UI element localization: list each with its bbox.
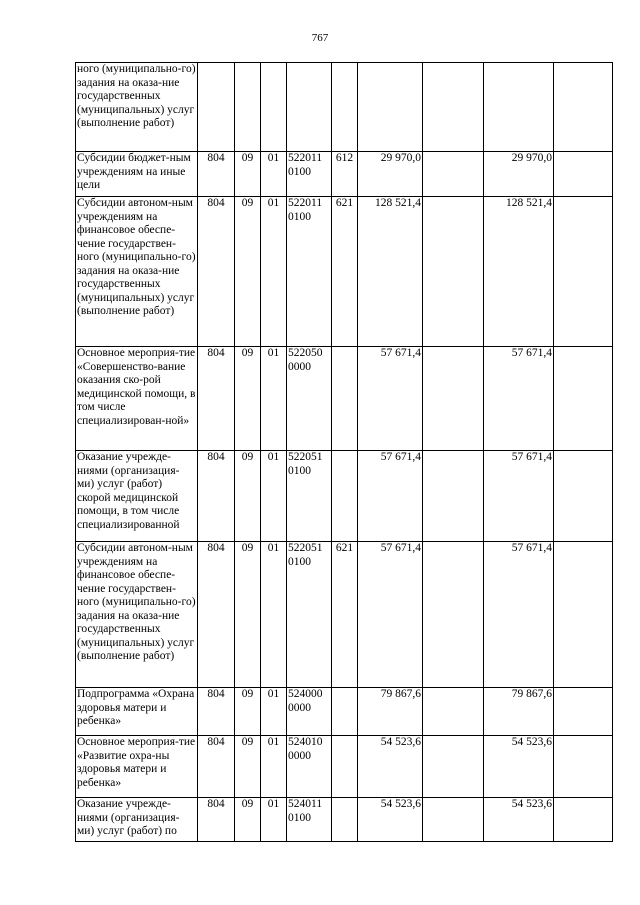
subvention-amount-cell [423, 736, 484, 798]
table-row [76, 688, 613, 736]
row-name-cell: Подпрограмма «Охрана здоровья матери и ребенка» [76, 688, 198, 736]
expense-type-cell [332, 688, 358, 736]
own-funds-amount-cell: 57 671,4 [484, 542, 554, 688]
row-name-cell: Основное мероприя-тие «Развитие охра-ны здоровья матери и ребенка» [76, 736, 198, 798]
expense-type-cell: 621 [332, 197, 358, 347]
subsection-code-cell: 01 [261, 736, 287, 798]
extra-column-cell [554, 688, 613, 736]
extra-column-cell [554, 542, 613, 688]
table-row [76, 542, 613, 688]
section-code-cell: 09 [235, 688, 261, 736]
target-article-part: 522051 [288, 451, 323, 463]
expense-type-cell [332, 451, 358, 542]
target-article-part: 524011 [288, 798, 323, 810]
subvention-amount-cell [423, 63, 484, 152]
target-article-cell [287, 152, 332, 197]
table-row [76, 197, 613, 347]
extra-column-cell [554, 736, 613, 798]
own-funds-amount-cell: 54 523,6 [484, 736, 554, 798]
ved-code-cell: 804 [198, 347, 235, 451]
total-amount-cell: 54 523,6 [358, 798, 423, 842]
target-article-part: 522011 [288, 197, 323, 209]
target-article-part: 0100 [288, 210, 311, 223]
subvention-amount-cell [423, 347, 484, 451]
subvention-amount-cell [423, 688, 484, 736]
target-article-part: 0000 [288, 701, 311, 714]
total-amount-cell: 57 671,4 [358, 347, 423, 451]
ved-code-cell: 804 [198, 736, 235, 798]
ved-code-cell: 804 [198, 542, 235, 688]
target-article-part: 522011 [288, 152, 323, 164]
expense-type-cell: 612 [332, 152, 358, 197]
row-name-cell: ного (муниципально-го) задания на оказа-ние государственных (муниципальных) услуг (выполнение работ) [76, 63, 198, 152]
target-article-cell [287, 347, 332, 451]
total-amount-cell: 29 970,0 [358, 152, 423, 197]
section-code-cell [235, 63, 261, 152]
total-amount-cell: 79 867,6 [358, 688, 423, 736]
subsection-code-cell: 01 [261, 798, 287, 842]
section-code-cell: 09 [235, 197, 261, 347]
subsection-code-cell: 01 [261, 688, 287, 736]
subsection-code-cell: 01 [261, 451, 287, 542]
own-funds-amount-cell: 79 867,6 [484, 688, 554, 736]
subsection-code-cell [261, 63, 287, 152]
table-row [76, 63, 613, 152]
row-name-cell: Оказание учрежде-ниями (организация-ми) услуг (работ) скорой медицинской помощи, в том числе специализированной [76, 451, 198, 542]
total-amount-cell: 128 521,4 [358, 197, 423, 347]
target-article-part: 0100 [288, 464, 311, 477]
target-article-part: 522050 [288, 347, 323, 359]
row-name-cell: Субсидии автоном-ным учреждениям на финансовое обеспе-чение государствен-ного (муниципально-го) задания на оказа-ние государственных (муниципальных) услуг (выполнение работ) [76, 197, 198, 347]
target-article-cell [287, 736, 332, 798]
section-code-cell: 09 [235, 798, 261, 842]
table-row [76, 152, 613, 197]
target-article-cell [287, 197, 332, 347]
section-code-cell: 09 [235, 347, 261, 451]
section-code-cell: 09 [235, 152, 261, 197]
table-row [76, 451, 613, 542]
total-amount-cell [358, 63, 423, 152]
target-article-part: 522051 [288, 542, 323, 554]
ved-code-cell [198, 63, 235, 152]
expense-type-cell [332, 63, 358, 152]
table-row [76, 736, 613, 798]
subvention-amount-cell [423, 542, 484, 688]
ved-code-cell: 804 [198, 451, 235, 542]
target-article-part: 0100 [288, 555, 311, 568]
table-row [76, 798, 613, 842]
target-article-cell [287, 542, 332, 688]
own-funds-amount-cell [484, 63, 554, 152]
extra-column-cell [554, 152, 613, 197]
section-code-cell: 09 [235, 736, 261, 798]
extra-column-cell [554, 347, 613, 451]
section-code-cell: 09 [235, 451, 261, 542]
expense-type-cell [332, 736, 358, 798]
target-article-part: 524010 [288, 736, 323, 748]
row-name-cell: Оказание учрежде-ниями (организация-ми) услуг (работ) по [76, 798, 198, 842]
own-funds-amount-cell: 29 970,0 [484, 152, 554, 197]
subvention-amount-cell [423, 197, 484, 347]
page-number: 767 [311, 32, 329, 44]
subvention-amount-cell [423, 798, 484, 842]
expense-type-cell [332, 347, 358, 451]
budget-table-body [76, 63, 613, 842]
expense-type-cell: 621 [332, 542, 358, 688]
subsection-code-cell: 01 [261, 152, 287, 197]
table-row [76, 347, 613, 451]
target-article-cell [287, 451, 332, 542]
target-article-part: 0000 [288, 749, 311, 762]
subsection-code-cell: 01 [261, 347, 287, 451]
own-funds-amount-cell: 128 521,4 [484, 197, 554, 347]
target-article-cell [287, 798, 332, 842]
target-article-cell [287, 63, 332, 152]
section-code-cell: 09 [235, 542, 261, 688]
row-name-cell: Субсидии автоном-ным учреждениям на финансовое обеспе-чение государствен-ного (муниципально-го) задания на оказа-ние государственных (муниципальных) услуг (выполнение работ) [76, 542, 198, 688]
target-article-part: 0100 [288, 165, 311, 178]
total-amount-cell: 57 671,4 [358, 542, 423, 688]
row-name-cell: Основное мероприя-тие «Совершенство-вание оказания ско-рой медицинской помощи, в том числе специализирован-ной» [76, 347, 198, 451]
own-funds-amount-cell: 54 523,6 [484, 798, 554, 842]
ved-code-cell: 804 [198, 688, 235, 736]
ved-code-cell: 804 [198, 152, 235, 197]
extra-column-cell [554, 798, 613, 842]
row-name-cell: Субсидии бюджет-ным учреждениям на иные цели [76, 152, 198, 197]
extra-column-cell [554, 197, 613, 347]
extra-column-cell [554, 63, 613, 152]
target-article-part: 524000 [288, 688, 323, 700]
budget-table [75, 62, 613, 842]
subsection-code-cell: 01 [261, 197, 287, 347]
extra-column-cell [554, 451, 613, 542]
target-article-part: 0100 [288, 811, 311, 824]
own-funds-amount-cell: 57 671,4 [484, 347, 554, 451]
ved-code-cell: 804 [198, 798, 235, 842]
ved-code-cell: 804 [198, 197, 235, 347]
subvention-amount-cell [423, 152, 484, 197]
subvention-amount-cell [423, 451, 484, 542]
expense-type-cell [332, 798, 358, 842]
target-article-part: 0000 [288, 360, 311, 373]
target-article-cell [287, 688, 332, 736]
total-amount-cell: 57 671,4 [358, 451, 423, 542]
total-amount-cell: 54 523,6 [358, 736, 423, 798]
subsection-code-cell: 01 [261, 542, 287, 688]
own-funds-amount-cell: 57 671,4 [484, 451, 554, 542]
